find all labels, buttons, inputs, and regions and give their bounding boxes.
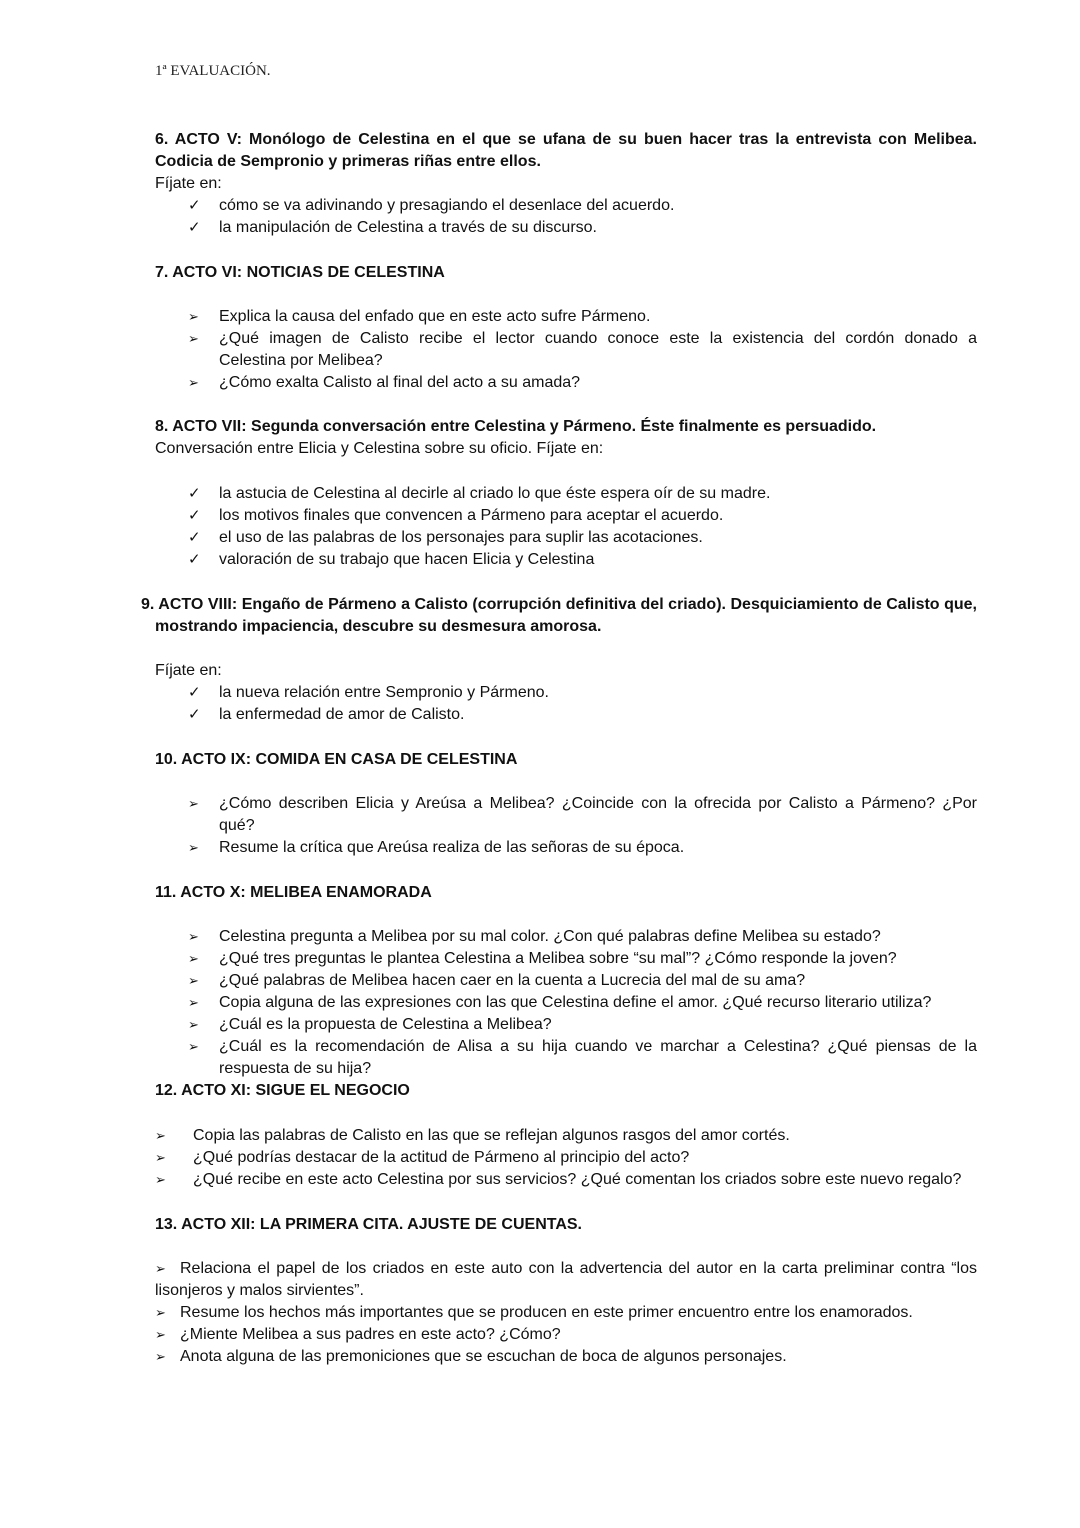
list-item: Resume los hechos más importantes que se producen en este primer encuentro entre los enamorados. xyxy=(180,1304,913,1321)
arrow-bullet-icon: ➢ xyxy=(188,331,199,346)
section-11-title: 11. ACTO X: MELIBEA ENAMORADA xyxy=(155,884,432,901)
list-item: Explica la causa del enfado que en este acto sufre Pármeno. xyxy=(219,308,651,325)
section-6-title-cont: Codicia de Sempronio y primeras riñas entre ellos. xyxy=(155,153,541,170)
section-10-title: 10. ACTO IX: COMIDA EN CASA DE CELESTINA xyxy=(155,751,518,768)
section-6-title: 6. ACTO V: Monólogo de Celestina en el que se ufana de su buen hacer tras la entrevista con Melibea. xyxy=(155,131,977,148)
arrow-bullet-icon: ➢ xyxy=(155,1172,166,1187)
page-header: 1ª EVALUACIÓN. xyxy=(155,63,271,79)
section-12-title: 12. ACTO XI: SIGUE EL NEGOCIO xyxy=(155,1082,410,1099)
arrow-bullet-icon: ➢ xyxy=(188,951,199,966)
section-8-intro: Conversación entre Elicia y Celestina sobre su oficio. Fíjate en: xyxy=(155,440,604,457)
list-item: el uso de las palabras de los personajes para suplir las acotaciones. xyxy=(219,529,703,546)
list-item: Anota alguna de las premoniciones que se escuchan de boca de algunos personajes. xyxy=(180,1348,787,1365)
list-item: Celestina pregunta a Melibea por su mal color. ¿Con qué palabras define Melibea su estado? xyxy=(219,928,881,945)
check-icon: ✓ xyxy=(188,485,201,502)
check-icon: ✓ xyxy=(188,706,201,723)
arrow-bullet-icon: ➢ xyxy=(155,1305,166,1320)
arrow-bullet-icon: ➢ xyxy=(155,1327,166,1342)
check-icon: ✓ xyxy=(188,219,201,236)
list-item: Copia alguna de las expresiones con las que Celestina define el amor. ¿Qué recurso literario utiliza? xyxy=(219,994,932,1011)
list-item: los motivos finales que convencen a Pármeno para aceptar el acuerdo. xyxy=(219,507,724,524)
list-item-cont: Celestina por Melibea? xyxy=(219,352,383,369)
arrow-bullet-icon: ➢ xyxy=(188,375,199,390)
section-13-title: 13. ACTO XII: LA PRIMERA CITA. AJUSTE DE CUENTAS. xyxy=(155,1216,582,1233)
check-icon: ✓ xyxy=(188,529,201,546)
list-item: ¿Qué imagen de Calisto recibe el lector cuando conoce este la existencia del cordón donado a xyxy=(219,330,977,347)
list-item: ¿Cómo describen Elicia y Areúsa a Melibea? ¿Coincide con la ofrecida por Calisto a Pármeno? ¿Por xyxy=(219,795,977,812)
list-item: la manipulación de Celestina a través de su discurso. xyxy=(219,219,597,236)
arrow-bullet-icon: ➢ xyxy=(188,929,199,944)
arrow-bullet-icon: ➢ xyxy=(188,796,199,811)
list-item-cont: lisonjeros y malos sirvientes”. xyxy=(155,1282,364,1299)
list-item: ¿Cómo exalta Calisto al final del acto a su amada? xyxy=(219,374,581,391)
section-7-title: 7. ACTO VI: NOTICIAS DE CELESTINA xyxy=(155,264,445,281)
list-item: ¿Qué podrías destacar de la actitud de Pármeno al principio del acto? xyxy=(193,1149,690,1166)
arrow-bullet-icon: ➢ xyxy=(155,1128,166,1143)
section-8-title: 8. ACTO VII: Segunda conversación entre Celestina y Pármeno. Éste finalmente es persuadido. xyxy=(155,418,877,435)
list-item: ¿Cuál es la propuesta de Celestina a Melibea? xyxy=(219,1016,552,1033)
arrow-bullet-icon: ➢ xyxy=(188,973,199,988)
arrow-bullet-icon: ➢ xyxy=(188,840,199,855)
list-item-cont: qué? xyxy=(219,817,255,834)
section-9-intro: Fíjate en: xyxy=(155,662,222,679)
arrow-bullet-icon: ➢ xyxy=(188,995,199,1010)
arrow-bullet-icon: ➢ xyxy=(188,1039,199,1054)
list-item: ¿Qué tres preguntas le plantea Celestina a Melibea sobre “su mal”? ¿Cómo responde la joven? xyxy=(219,950,897,967)
list-item: la astucia de Celestina al decirle al criado lo que éste espera oír de su madre. xyxy=(219,485,771,502)
check-icon: ✓ xyxy=(188,197,201,214)
arrow-bullet-icon: ➢ xyxy=(155,1261,166,1276)
list-item: ¿Miente Melibea a sus padres en este acto? ¿Cómo? xyxy=(180,1326,561,1343)
list-item: ¿Qué recibe en este acto Celestina por sus servicios? ¿Qué comentan los criados sobre este nuevo regalo? xyxy=(193,1171,962,1188)
arrow-bullet-icon: ➢ xyxy=(188,309,199,324)
list-item: Resume la crítica que Areúsa realiza de las señoras de su época. xyxy=(219,839,685,856)
section-6-intro: Fíjate en: xyxy=(155,175,222,192)
check-icon: ✓ xyxy=(188,551,201,568)
arrow-bullet-icon: ➢ xyxy=(188,1017,199,1032)
list-item: Copia las palabras de Calisto en las que se reflejan algunos rasgos del amor cortés. xyxy=(193,1127,790,1144)
check-icon: ✓ xyxy=(188,507,201,524)
list-item: Relaciona el papel de los criados en este auto con la advertencia del autor en la carta preliminar contra “los xyxy=(180,1260,977,1277)
section-9-title: 9. ACTO VIII: Engaño de Pármeno a Calisto (corrupción definitiva del criado). Desquiciamiento de Calisto que, xyxy=(141,596,977,613)
list-item: ¿Cuál es la recomendación de Alisa a su hija cuando ve marchar a Celestina? ¿Qué piensas de la xyxy=(219,1038,977,1055)
arrow-bullet-icon: ➢ xyxy=(155,1349,166,1364)
list-item-cont: respuesta de su hija? xyxy=(219,1060,372,1077)
section-9-title-cont: mostrando impaciencia, descubre su desmesura amorosa. xyxy=(155,618,602,635)
check-icon: ✓ xyxy=(188,684,201,701)
list-item: la enfermedad de amor de Calisto. xyxy=(219,706,465,723)
list-item: valoración de su trabajo que hacen Elicia y Celestina xyxy=(219,551,595,568)
arrow-bullet-icon: ➢ xyxy=(155,1150,166,1165)
list-item: cómo se va adivinando y presagiando el desenlace del acuerdo. xyxy=(219,197,675,214)
list-item: ¿Qué palabras de Melibea hacen caer en la cuenta a Lucrecia del mal de su ama? xyxy=(219,972,806,989)
list-item: la nueva relación entre Sempronio y Pármeno. xyxy=(219,684,549,701)
